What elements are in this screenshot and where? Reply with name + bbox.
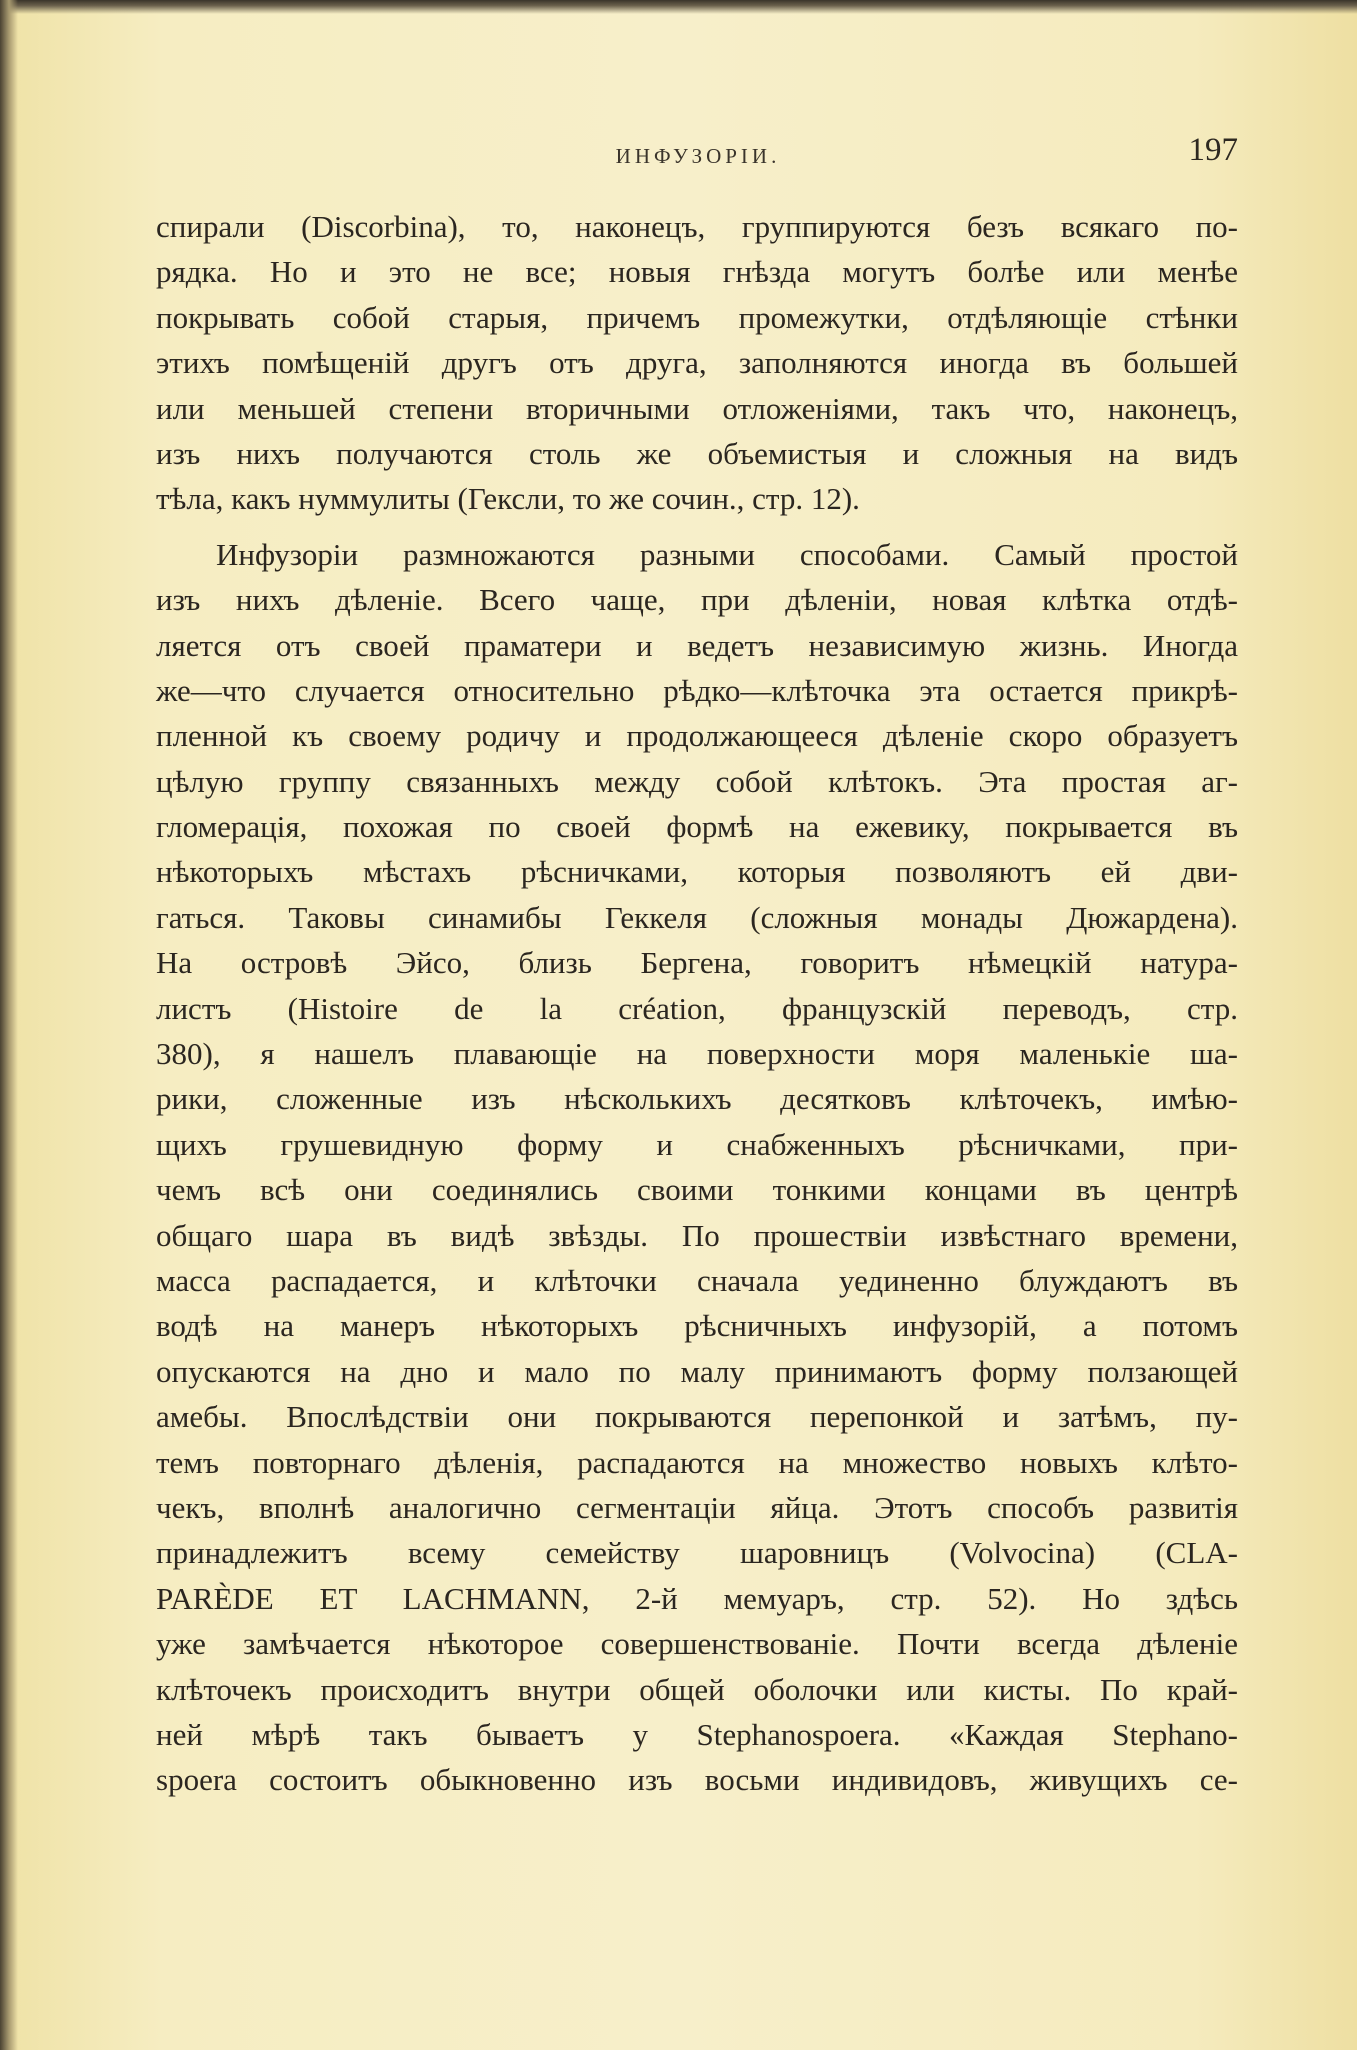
text-block <box>156 204 1238 1803</box>
text-line: цѣлую группу связанныхъ между собой клѣтокъ. Эта простая аг- <box>156 763 1238 799</box>
page-number: 197 <box>1188 132 1238 168</box>
paragraph-1 <box>156 204 1238 522</box>
text-line: клѣточекъ происходитъ внутри общей оболочки или кисты. По край- <box>156 1671 1238 1707</box>
text-line: нѣкоторыхъ мѣстахъ рѣсничками, которыя позволяютъ ей дви- <box>156 854 1238 890</box>
text-line: изъ нихъ дѣленіе. Всего чаще, при дѣленіи, новая клѣтка отдѣ- <box>156 582 1238 618</box>
running-title: ИНФУЗОРІИ. <box>615 144 781 168</box>
text-line: же—что случается относительно рѣдко—клѣточка эта остается прикрѣ- <box>156 672 1238 708</box>
text-line: гломерація, похожая по своей формѣ на ежевику, покрывается въ <box>156 809 1238 845</box>
text-line: этихъ помѣщеній другъ отъ друга, заполняются иногда въ большей <box>156 345 1238 381</box>
text-line: водѣ на манеръ нѣкоторыхъ рѣсничныхъ инфузорій, а потомъ <box>156 1308 1238 1344</box>
text-line: рядка. Но и это не все; новыя гнѣзда могутъ болѣе или менѣе <box>156 254 1238 290</box>
text-line: ней мѣрѣ такъ бываетъ у Stephanospoera. «Каждая Stephano- <box>156 1716 1238 1752</box>
text-line: рики, сложенные изъ нѣсколькихъ десятковъ клѣточекъ, имѣю- <box>156 1081 1238 1117</box>
text-line: щихъ грушевидную форму и снабженныхъ рѣсничками, при- <box>156 1126 1238 1162</box>
text-line: 380), я нашелъ плавающіе на поверхности моря маленькіе ша- <box>156 1036 1238 1072</box>
text-line: опускаются на дно и мало по малу принимаютъ форму ползающей <box>156 1353 1238 1389</box>
text-line: пленной къ своему родичу и продолжающееся дѣленіе скоро образуетъ <box>156 718 1238 754</box>
text-line: темъ повторнаго дѣленія, распадаются на множество новыхъ клѣто- <box>156 1444 1238 1480</box>
text-line: чекъ, вполнѣ аналогично сегментаціи яйца. Этотъ способъ развитія <box>156 1489 1238 1525</box>
text-line: На островѣ Эйсо, близь Бергена, говоритъ нѣмецкій натура- <box>156 945 1238 981</box>
text-line: покрывать собой старыя, причемъ промежутки, отдѣляющіе стѣнки <box>156 299 1238 335</box>
text-line: изъ нихъ получаются столь же объемистыя и сложныя на видъ <box>156 435 1238 471</box>
text-line: уже замѣчается нѣкоторое совершенствованіе. Почти всегда дѣленіе <box>156 1626 1238 1662</box>
paragraph-2 <box>156 532 1238 1803</box>
text-line: или меньшей степени вторичными отложеніями, такъ что, наконецъ, <box>156 390 1238 426</box>
text-line: спирали (Discorbina), то, наконецъ, группируются безъ всякаго по- <box>156 209 1238 244</box>
text-line: принадлежитъ всему семейству шаровницъ (Volvocina) (CLA- <box>156 1535 1238 1571</box>
text-line: амебы. Впослѣдствіи они покрываются перепонкой и затѣмъ, пу- <box>156 1399 1238 1435</box>
text-line: листъ (Histoire de la création, французскій переводъ, стр. <box>156 990 1238 1026</box>
page-top-shadow <box>0 0 1357 14</box>
text-line: ляется отъ своей праматери и ведетъ независимую жизнь. Иногда <box>156 627 1238 663</box>
text-line: масса распадается, и клѣточки сначала уединенно блуждаютъ въ <box>156 1262 1238 1298</box>
running-head <box>158 132 1238 182</box>
text-line: чемъ всѣ они соединялись своими тонкими концами въ центрѣ <box>156 1172 1238 1208</box>
text-line: гаться. Таковы синамибы Геккеля (сложныя монады Дюжардена). <box>156 899 1238 935</box>
text-line: тѣла, какъ нуммулиты (Гексли, то же сочин., стр. 12). <box>156 481 860 517</box>
text-line: общаго шара въ видѣ звѣзды. По прошествіи извѣстнаго времени, <box>156 1217 1238 1253</box>
page-left-edge <box>0 0 18 2050</box>
text-line: Инфузоріи размножаются разными способами. Самый простой <box>216 536 1238 572</box>
text-line: spoera состоитъ обыкновенно изъ восьми индивидовъ, живущихъ се- <box>156 1762 1238 1798</box>
text-line: PARÈDE ET LACHMANN, 2-й мемуаръ, стр. 52). Но здѣсь <box>156 1580 1238 1616</box>
